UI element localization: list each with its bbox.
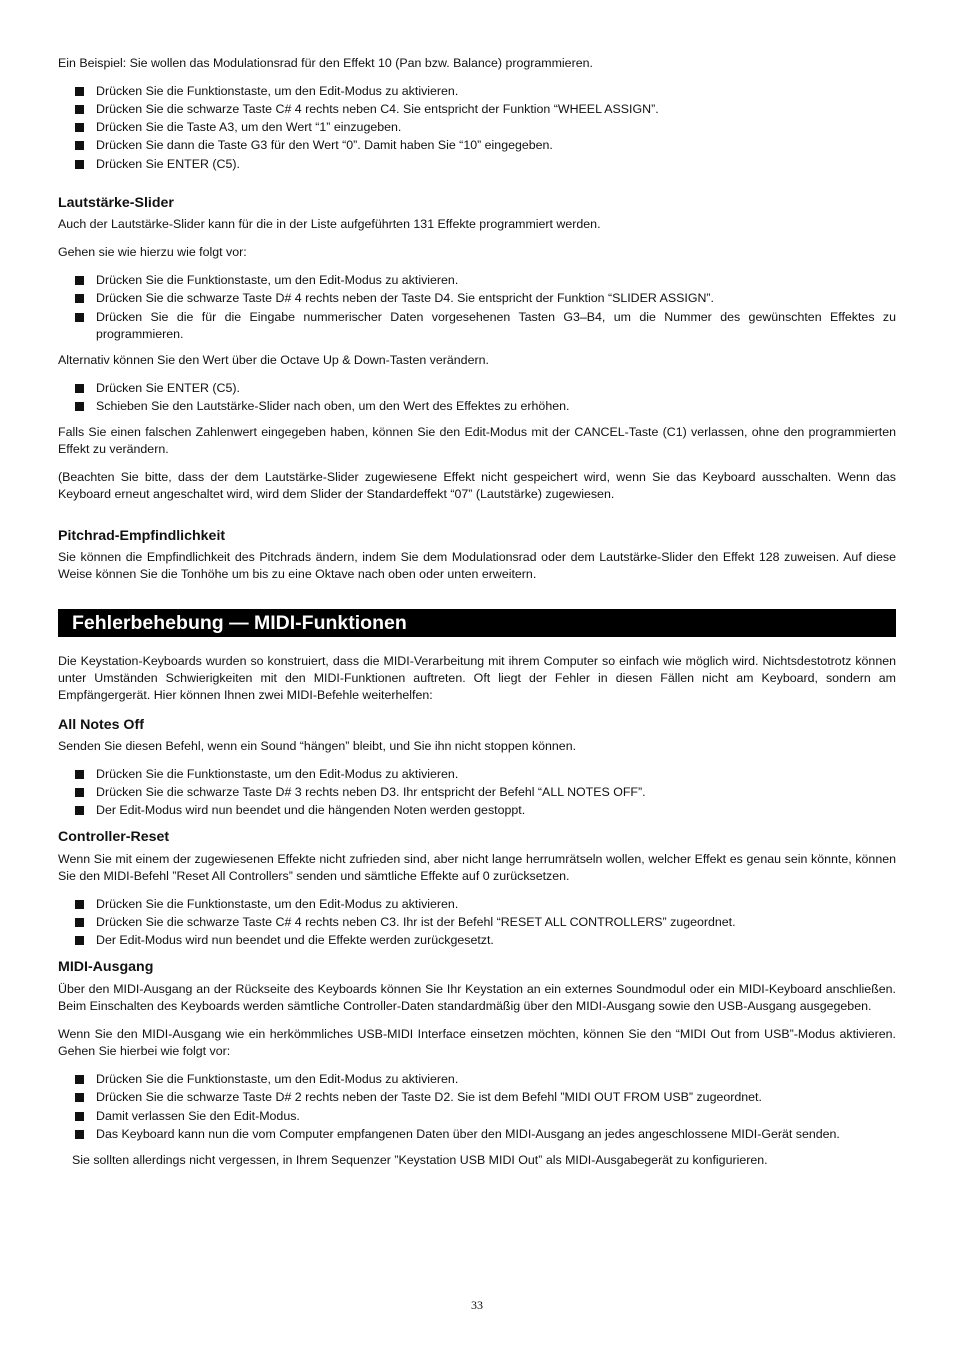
list-item <box>58 272 896 289</box>
list-item <box>58 784 896 801</box>
heading-lautstaerke-slider: Lautstärke-Slider <box>58 194 174 211</box>
list-item <box>58 290 896 307</box>
list-item-text: Drücken Sie die Funktionstaste, um den Edit-Modus zu aktivieren. <box>96 273 459 288</box>
slider-paragraph-1: Auch der Lautstärke-Slider kann für die in der Liste aufgeführten 131 Effekte programmiert werden. <box>58 217 601 232</box>
list-item <box>58 398 896 415</box>
bullet-square-icon <box>75 788 84 797</box>
bullet-square-icon <box>75 1112 84 1121</box>
slider-steps-list <box>58 272 896 342</box>
bullet-square-icon <box>75 294 84 303</box>
bullet-square-icon <box>75 1130 84 1139</box>
list-item-text: Drücken Sie die Funktionstaste, um den Edit-Modus zu aktivieren. <box>96 897 459 912</box>
list-item-text: Drücken Sie die Funktionstaste, um den Edit-Modus zu aktivieren. <box>96 84 459 99</box>
list-item <box>58 914 896 931</box>
midi-out-paragraph-3: Sie sollten allerdings nicht vergessen, in Ihrem Sequenzer ”Keystation USB MIDI Out” als MIDI-Ausgabegerät zu konfigurieren. <box>72 1152 768 1167</box>
list-item-text: Drücken Sie die Funktionstaste, um den Edit-Modus zu aktivieren. <box>96 767 459 782</box>
bullet-square-icon <box>75 384 84 393</box>
list-item <box>58 932 896 949</box>
list-item <box>58 101 896 118</box>
list-item-text: Drücken Sie die Taste A3, um den Wert “1” einzugeben. <box>96 120 402 135</box>
list-item-text: Drücken Sie die für die Eingabe nummerischer Daten vorgesehenen Tasten G3–B4, um die Nummer des gewünschten Effektes zu programmieren. <box>96 309 896 341</box>
bullet-square-icon <box>75 1075 84 1084</box>
list-item-text: Das Keyboard kann nun die vom Computer empfangenen Daten über den MIDI-Ausgang an jedes angeschlossene MIDI-Gerät senden. <box>96 1126 840 1141</box>
slider-steps-list-2 <box>58 380 896 415</box>
wheel-steps-list <box>58 83 896 173</box>
list-item <box>58 156 896 173</box>
midi-out-paragraph-2: Wenn Sie den MIDI-Ausgang wie ein herkömmliches USB-MIDI Interface einsetzen möchten, können Sie den “MIDI Out from USB”-Modus aktivieren. Gehen Sie hierbei wie folgt vor: <box>58 1027 896 1059</box>
bullet-square-icon <box>75 936 84 945</box>
heading-midi-ausgang: MIDI-Ausgang <box>58 959 154 976</box>
bullet-square-icon <box>75 276 84 285</box>
slider-paragraph-4: Falls Sie einen falschen Zahlenwert eingegeben haben, können Sie den Edit-Modus mit der CANCEL-Taste (C1) verlassen, ohne den programmierten Effekt zu verändern. <box>58 425 896 457</box>
pitch-paragraph: Sie können die Empfindlichkeit des Pitchrads ändern, indem Sie dem Modulationsrad oder dem Lautstärke-Slider den Effekt 128 zuweisen. Auf diese Weise können Sie die Tonhöhe um bis zu eine Oktave nach oben oder unten erweitern. <box>58 549 896 582</box>
section-title-banner: Fehlerbehebung — MIDI-Funktionen <box>58 609 896 637</box>
list-item-text: Drücken Sie die schwarze Taste C# 4 rechts neben C3. Ihr ist der Befehl “RESET ALL CONTROLLERS” zugeordnet. <box>96 915 736 930</box>
list-item-text: Der Edit-Modus wird nun beendet und die Effekte werden zurückgesetzt. <box>96 933 494 948</box>
list-item-text: Drücken Sie die schwarze Taste D# 4 rechts neben der Taste D4. Sie entspricht der Funktion “SLIDER ASSIGN”. <box>96 291 714 306</box>
bullet-square-icon <box>75 900 84 909</box>
list-item-text: Drücken Sie die schwarze Taste D# 2 rechts neben der Taste D2. Sie ist dem Befehl ”MIDI OUT FROM USB” zugeordnet. <box>96 1090 762 1105</box>
heading-all-notes-off: All Notes Off <box>58 716 144 733</box>
list-item <box>58 1126 896 1143</box>
section-intro-paragraph: Die Keystation-Keyboards wurden so konstruiert, dass die MIDI-Verarbeitung mit ihrem Computer so einfach wie möglich wird. Nichtsdestotrotz können unter Umständen Schwierigkeiten mit den MIDI-Funktionen auftreten. Oft liegt der Fehler in diesen Fällen nicht am Keyboard, sondern am Empfängergerät. Hier können Ihnen zwei MIDI-Befehle weiterhelfen: <box>58 654 896 703</box>
list-item <box>58 119 896 136</box>
bullet-square-icon <box>75 87 84 96</box>
list-item <box>58 137 896 154</box>
bullet-square-icon <box>75 806 84 815</box>
list-item-text: Drücken Sie ENTER (C5). <box>96 380 240 395</box>
notes-off-steps-list <box>58 766 896 819</box>
list-item-text: Schieben Sie den Lautstärke-Slider nach oben, um den Wert des Effektes zu erhöhen. <box>96 398 570 413</box>
bullet-square-icon <box>75 123 84 132</box>
page-number: 33 <box>471 1298 483 1312</box>
bullet-square-icon <box>75 770 84 779</box>
intro-paragraph: Ein Beispiel: Sie wollen das Modulationsrad für den Effekt 10 (Pan bzw. Balance) programmieren. <box>58 56 593 70</box>
list-item-text: Drücken Sie die schwarze Taste D# 3 rechts neben D3. Ihr entspricht der Befehl “ALL NOTES OFF”. <box>96 785 646 800</box>
bullet-square-icon <box>75 105 84 114</box>
bullet-square-icon <box>75 160 84 169</box>
list-item-text: Damit verlassen Sie den Edit-Modus. <box>96 1108 300 1123</box>
slider-paragraph-2: Gehen sie wie hierzu wie folgt vor: <box>58 245 247 260</box>
list-item-text: Drücken Sie ENTER (C5). <box>96 156 240 171</box>
heading-pitchrad: Pitchrad-Empfindlichkeit <box>58 527 226 544</box>
list-item <box>58 1108 896 1125</box>
bullet-square-icon <box>75 141 84 150</box>
bullet-square-icon <box>75 313 84 322</box>
list-item <box>58 766 896 783</box>
list-item <box>58 1071 896 1088</box>
list-item-text: Der Edit-Modus wird nun beendet und die hängenden Noten werden gestoppt. <box>96 803 526 818</box>
list-item <box>58 802 896 819</box>
list-item <box>58 1089 896 1106</box>
notes-off-paragraph: Senden Sie diesen Befehl, wenn ein Sound “hängen” bleibt, und Sie ihn nicht stoppen können. <box>58 738 577 753</box>
reset-steps-list <box>58 896 896 949</box>
list-item <box>58 380 896 397</box>
bullet-square-icon <box>75 402 84 411</box>
midi-out-steps-list <box>58 1071 896 1142</box>
midi-out-paragraph-1: Über den MIDI-Ausgang an der Rückseite des Keyboards können Sie Ihr Keystation an ein externes Soundmodul oder ein MIDI-Keyboard anschließen. Beim Einschalten des Keyboards werden sämtliche Controller-Daten standardmäßig über den MIDI-Ausgang sowie den USB-Ausgang ausgegeben. <box>58 981 896 1013</box>
bullet-square-icon <box>75 918 84 927</box>
list-item <box>58 309 896 343</box>
list-item-text: Drücken Sie dann die Taste G3 für den Wert “0”. Damit haben Sie “10” eingegeben. <box>96 138 553 153</box>
bullet-square-icon <box>75 1093 84 1102</box>
list-item <box>58 896 896 913</box>
list-item <box>58 83 896 100</box>
slider-paragraph-3: Alternativ können Sie den Wert über die Octave Up & Down-Tasten verändern. <box>58 352 489 367</box>
heading-controller-reset: Controller-Reset <box>58 829 170 846</box>
reset-paragraph: Wenn Sie mit einem der zugewiesenen Effekte nicht zufrieden sind, aber nicht lange herrumrätseln wollen, welcher Effekt es genau sein könnte, können Sie den MIDI-Befehl ”Reset All Controllers” senden und sämtliche Effekte auf 0 zurücksetzen. <box>58 851 896 883</box>
list-item-text: Drücken Sie die Funktionstaste, um den Edit-Modus zu aktivieren. <box>96 1072 459 1087</box>
slider-paragraph-5: (Beachten Sie bitte, dass der dem Lautstärke-Slider zugewiesene Effekt nicht gespeichert wird, wenn Sie das Keyboard ausschalten. Wenn das Keyboard erneut angeschaltet wird, wird dem Slider der Standardeffekt “07” (Lautstärke) zugewiesen. <box>58 470 896 502</box>
list-item-text: Drücken Sie die schwarze Taste C# 4 rechts neben C4. Sie entspricht der Funktion “WHEEL ASSIGN”. <box>96 102 659 117</box>
